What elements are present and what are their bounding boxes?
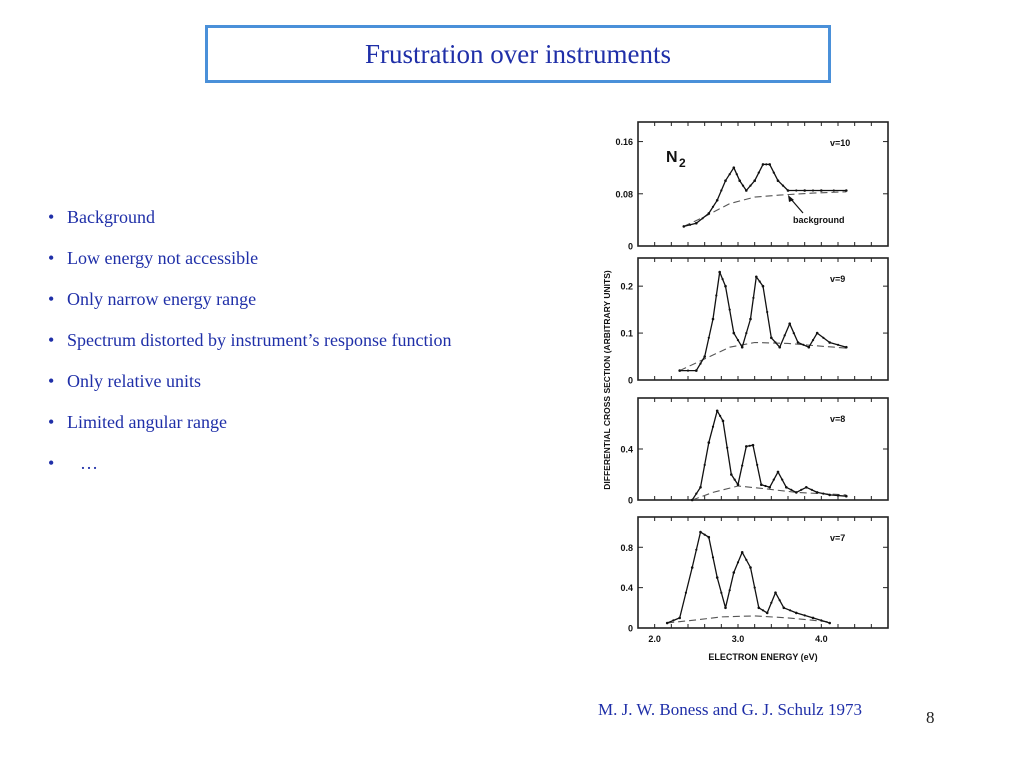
data-point — [691, 566, 694, 569]
bullet-dot: • — [48, 371, 55, 391]
data-point — [737, 339, 739, 341]
molecule-label: N — [666, 149, 678, 166]
y-tick-label: 0.4 — [620, 583, 633, 594]
y-tick-label: 0.4 — [620, 444, 633, 455]
data-point — [822, 337, 824, 339]
data-point — [703, 355, 706, 358]
data-point — [762, 609, 764, 611]
data-point — [745, 332, 747, 334]
data-point — [768, 486, 771, 489]
data-point — [779, 599, 781, 601]
data-point — [754, 587, 756, 589]
x-tick-label: 2.0 — [648, 634, 661, 644]
data-point — [708, 441, 711, 444]
data-point — [781, 479, 783, 481]
data-point — [708, 212, 711, 215]
data-point — [795, 491, 798, 494]
panel-frame — [638, 122, 888, 246]
data-point — [742, 185, 744, 187]
bullet-text: Only relative units — [67, 371, 201, 391]
data-point — [720, 592, 722, 594]
spectrum-curve — [667, 532, 830, 623]
data-point — [773, 479, 775, 481]
data-point — [704, 534, 706, 536]
data-point — [695, 549, 697, 551]
data-point — [778, 346, 781, 349]
y-tick-label: 0.2 — [620, 281, 633, 292]
data-point — [741, 346, 744, 349]
data-point — [777, 179, 780, 182]
data-point — [699, 531, 702, 534]
data-point — [719, 415, 721, 417]
background-curve — [667, 616, 830, 623]
data-point — [845, 346, 848, 349]
data-point — [716, 576, 719, 579]
bullet-item — [48, 287, 528, 311]
data-point — [760, 483, 763, 486]
data-point — [758, 172, 760, 174]
spectra-figure — [590, 110, 900, 670]
data-point — [736, 173, 738, 175]
data-point — [745, 189, 748, 192]
data-point — [752, 297, 754, 299]
y-tick-label: 0 — [627, 623, 633, 634]
data-point — [724, 179, 727, 182]
y-tick-label: 0 — [627, 241, 633, 252]
data-point — [833, 189, 835, 191]
x-tick-label: 4.0 — [815, 634, 828, 644]
data-point — [708, 536, 711, 539]
data-point — [777, 471, 780, 474]
data-point — [715, 294, 717, 296]
data-point — [788, 322, 791, 325]
data-point — [837, 344, 839, 346]
data-point — [691, 499, 694, 502]
data-point — [812, 339, 814, 341]
data-point — [800, 489, 802, 491]
x-tick-label: 3.0 — [731, 634, 745, 644]
data-point — [770, 337, 773, 340]
data-point — [712, 426, 714, 428]
bullet-text: Low energy not accessible — [67, 248, 259, 268]
data-point — [804, 614, 806, 616]
data-point — [734, 479, 736, 481]
data-point — [722, 420, 725, 423]
data-point — [716, 199, 719, 202]
data-point — [793, 332, 795, 334]
data-point — [733, 166, 736, 169]
data-point — [722, 278, 724, 280]
data-point — [808, 346, 811, 349]
data-point — [828, 341, 831, 344]
bullet-dot: • — [48, 330, 55, 350]
bullet-dot: • — [48, 412, 55, 432]
data-point — [828, 622, 831, 625]
slide-title: Frustration over instruments — [365, 38, 671, 69]
data-point — [745, 559, 747, 561]
bullet-text: Limited angular range — [67, 412, 227, 432]
panel-frame — [638, 258, 888, 380]
data-point — [820, 189, 823, 192]
data-point — [812, 617, 815, 620]
data-point — [783, 607, 786, 610]
y-tick-label: 0.1 — [620, 328, 633, 339]
data-point — [704, 464, 706, 466]
annotation-label: background — [793, 215, 845, 225]
data-point — [828, 494, 831, 497]
data-point — [689, 224, 691, 226]
data-point — [773, 172, 775, 174]
data-point — [756, 464, 758, 466]
data-point — [733, 332, 736, 335]
data-point — [845, 495, 848, 498]
data-point — [712, 318, 715, 321]
citation: M. J. W. Boness and G. J. Schulz 1973 — [598, 700, 862, 719]
y-tick-label: 0.16 — [615, 137, 633, 148]
data-point — [822, 493, 824, 495]
data-point — [708, 337, 710, 339]
spectra-chart — [590, 110, 900, 670]
x-axis-label: ELECTRON ENERGY (eV) — [708, 652, 818, 662]
panel-label: v=9 — [830, 274, 846, 284]
data-point — [749, 566, 752, 569]
bullet-list — [48, 205, 528, 492]
data-point — [712, 206, 714, 208]
data-point — [752, 444, 755, 447]
data-point — [749, 445, 751, 447]
data-point — [737, 483, 740, 486]
molecule-subscript: 2 — [679, 156, 686, 170]
data-point — [729, 589, 731, 591]
data-point — [789, 609, 791, 611]
data-point — [687, 370, 689, 372]
data-point — [738, 179, 741, 182]
data-point — [678, 369, 681, 372]
data-point — [766, 612, 769, 615]
bullet-item — [48, 246, 528, 270]
data-point — [685, 592, 687, 594]
data-point — [699, 363, 701, 365]
data-point — [726, 447, 728, 449]
data-point — [770, 602, 772, 604]
data-point — [762, 163, 765, 166]
data-point — [672, 619, 674, 621]
data-point — [787, 189, 790, 192]
bullet-dot: • — [48, 248, 55, 268]
y-axis-label: DIFFERENTIAL CROSS SECTION (ARBITRARY UNITS) — [602, 270, 612, 490]
data-point — [795, 189, 797, 191]
panel-label: v=10 — [830, 138, 851, 148]
data-point — [741, 551, 744, 554]
y-tick-label: 0.8 — [620, 542, 633, 553]
data-point — [784, 334, 786, 336]
bullet-item — [48, 328, 528, 352]
data-point — [712, 556, 714, 558]
data-point — [816, 332, 819, 335]
data-point — [816, 491, 819, 494]
data-point — [749, 318, 752, 321]
bullet-dot: • — [48, 289, 55, 309]
data-point — [759, 280, 761, 282]
data-point — [749, 185, 751, 187]
y-tick-label: 0 — [627, 375, 633, 386]
data-point — [720, 189, 722, 191]
y-tick-label: 0 — [627, 495, 633, 506]
data-point — [803, 189, 806, 192]
data-point — [795, 612, 798, 615]
bullet-item — [48, 451, 528, 475]
data-point — [730, 473, 733, 476]
bullet-text: … — [80, 453, 98, 473]
data-point — [695, 369, 698, 372]
data-point — [724, 285, 727, 288]
y-tick-label: 0.08 — [615, 189, 633, 200]
data-point — [758, 607, 761, 610]
data-point — [745, 445, 748, 448]
data-point — [774, 341, 776, 343]
bullet-dot: • — [48, 453, 55, 473]
bullet-dot: • — [48, 207, 55, 227]
data-point — [768, 163, 771, 166]
panel-label: v=8 — [830, 414, 846, 424]
data-point — [741, 465, 743, 467]
data-point — [782, 185, 784, 187]
data-point — [755, 276, 758, 279]
data-point — [764, 485, 766, 487]
data-point — [729, 173, 731, 175]
data-point — [766, 311, 768, 313]
bullet-item — [48, 205, 528, 229]
bullet-text: Spectrum distorted by instrument’s response function — [67, 330, 452, 350]
data-point — [724, 607, 727, 610]
panel-label: v=7 — [830, 533, 846, 543]
data-point — [774, 591, 777, 594]
data-point — [702, 217, 704, 219]
data-point — [753, 179, 756, 182]
data-point — [805, 486, 808, 489]
data-point — [718, 271, 721, 274]
bullet-item — [48, 410, 528, 434]
data-point — [699, 486, 702, 489]
data-point — [762, 285, 765, 288]
data-point — [790, 489, 792, 491]
data-point — [820, 619, 822, 621]
data-point — [765, 163, 767, 165]
data-point — [695, 222, 698, 225]
page-number: 8 — [926, 708, 935, 727]
bullet-text: Only narrow energy range — [67, 289, 257, 309]
data-point — [802, 344, 804, 346]
slide-title-box — [205, 25, 831, 83]
data-point — [812, 189, 814, 191]
data-point — [785, 486, 788, 489]
data-point — [811, 489, 813, 491]
data-point — [729, 309, 731, 311]
data-point — [716, 410, 719, 413]
data-point — [695, 493, 697, 495]
bullet-text: Background — [67, 207, 155, 227]
data-point — [733, 571, 736, 574]
data-point — [837, 494, 839, 496]
data-point — [666, 622, 669, 625]
data-point — [678, 617, 681, 620]
data-point — [845, 189, 848, 192]
data-point — [797, 341, 800, 344]
bullet-item — [48, 369, 528, 393]
data-point — [737, 561, 739, 563]
data-point — [683, 225, 686, 228]
